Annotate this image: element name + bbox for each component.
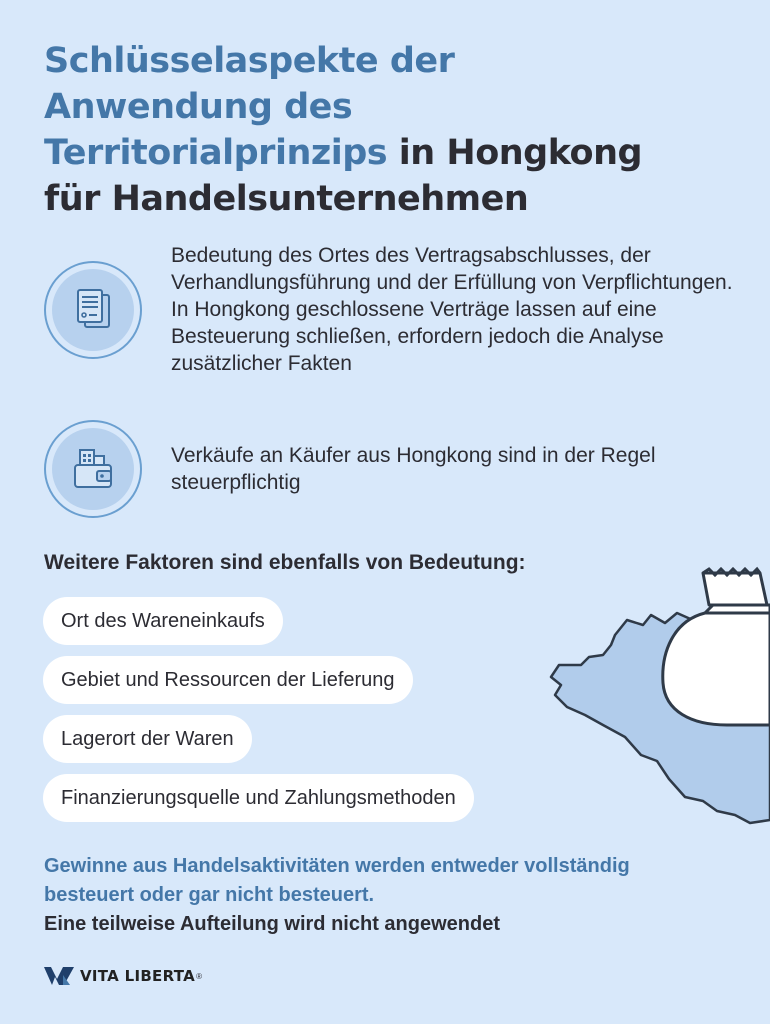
- factors-heading: Weitere Faktoren sind ebenfalls von Bedeutung:: [44, 551, 526, 574]
- title-line-3-highlight: Territorialprinzips: [44, 133, 388, 173]
- title-line-4: für Handelsunternehmen: [44, 179, 529, 219]
- vita-liberta-logo-icon: [44, 965, 74, 987]
- title-line-1: Schlüsselaspekte der: [44, 41, 455, 81]
- money-bag-body: [663, 613, 770, 725]
- factor-pill: Gebiet und Ressourcen der Lieferung: [43, 656, 413, 704]
- brand-logo: [44, 963, 202, 989]
- conclusion-rest: Eine teilweise Aufteilung wird nicht angewendet: [44, 913, 500, 935]
- point-2-text: Verkäufe an Käufer aus Hongkong sind in der Regel steuerpflichtig: [171, 444, 656, 494]
- factor-pill: Lagerort der Waren: [43, 715, 252, 763]
- factor-pill: Ort des Wareneinkaufs: [43, 597, 283, 645]
- conclusion-highlight: Gewinne aus Handelsaktivitäten werden entweder vollständig besteuert oder gar nicht besteuert.: [44, 855, 630, 906]
- document-icon: [71, 286, 115, 334]
- money-bag-top: [703, 573, 767, 605]
- page-title: [44, 38, 744, 222]
- wallet-building-icon: [70, 447, 116, 491]
- factor-pill: Finanzierungsquelle und Zahlungsmethoden: [43, 774, 474, 822]
- title-line-2: Anwendung des: [44, 87, 353, 127]
- wallet-icon-badge: [44, 420, 142, 518]
- document-icon-badge: [44, 261, 142, 359]
- logo-text: VITA LIBERTA: [80, 967, 196, 985]
- conclusion: [44, 852, 684, 939]
- title-line-3-rest: in Hongkong: [387, 133, 643, 173]
- map-illustration: [545, 565, 770, 830]
- point-1-text: Bedeutung des Ortes des Vertragsabschlusses, der Verhandlungsführung und der Erfüllung von Verpflichtungen. In Hongkong geschlossene Verträge lassen auf eine Besteuerung schließen, erfordern jedoch die Analyse zusätzlicher Fakten: [171, 244, 733, 375]
- registered-mark: ®: [196, 971, 202, 981]
